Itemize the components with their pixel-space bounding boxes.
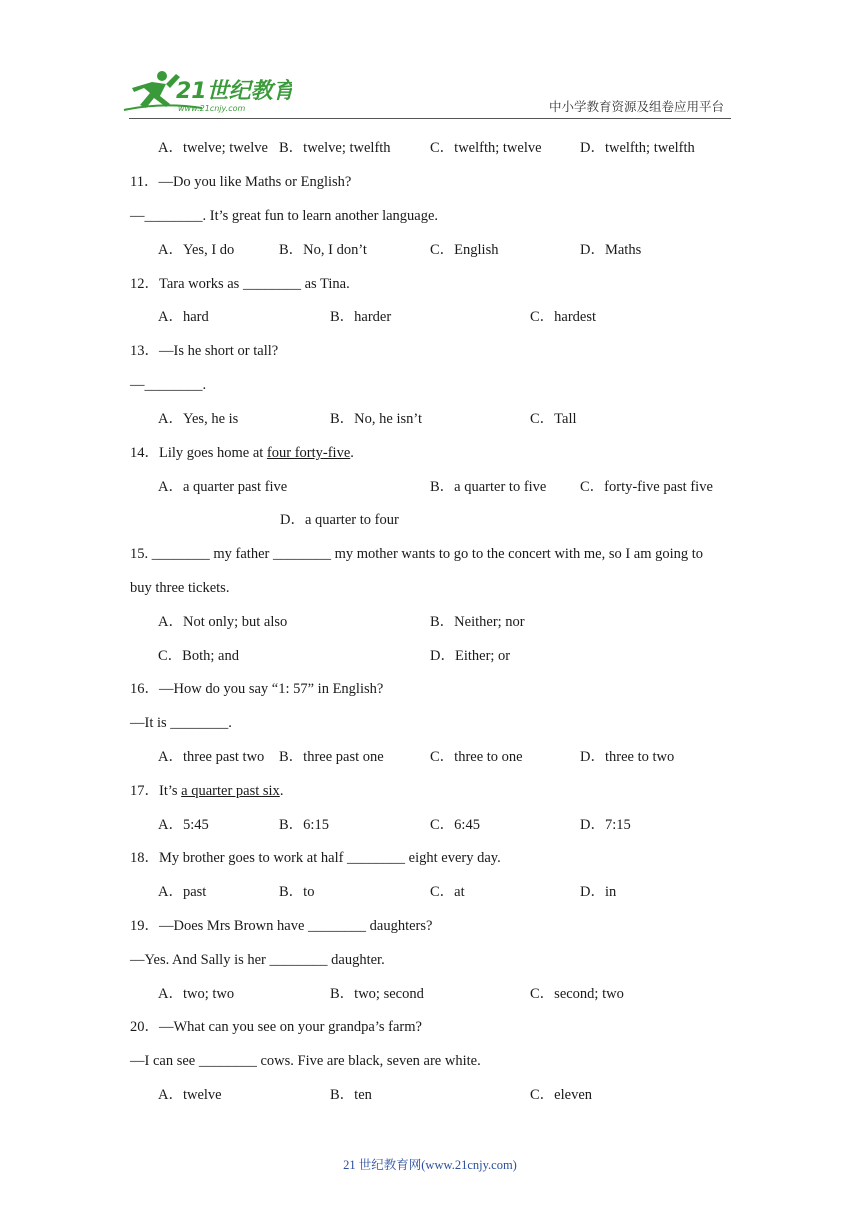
q17-stem-end: . (279, 783, 284, 799)
q17-stem-text: 17．It’s (130, 783, 182, 799)
q11-option-d: D．Maths (580, 242, 642, 258)
q18-option-d: D．in (580, 884, 617, 900)
q18-stem: 18．My brother goes to work at half ________ eight every day. (130, 850, 501, 866)
header-tagline: 中小学教育资源及组卷应用平台 (549, 99, 725, 114)
q12-option-a: A．hard (158, 309, 209, 325)
footer-link[interactable]: 21 世纪教育网(www.21cnjy.com) (343, 1158, 517, 1172)
q20-option-b: B．ten (330, 1087, 372, 1103)
q10-option-b: B．twelve; twelfth (279, 140, 391, 156)
logo-text: 21世纪教育 (176, 79, 292, 104)
q18-option-c: C．at (430, 884, 465, 900)
q15-stem: 15. ________ my father ________ my mother wants to go to the concert with me, so I am going to (130, 546, 704, 562)
q17-option-b: B．6:15 (279, 817, 329, 833)
q13-option-b: B．No, he isn’t (330, 411, 422, 427)
q19-option-b: B．two; second (330, 986, 424, 1002)
q15-option-a: A．Not only; but also (158, 614, 288, 630)
q14-underlined-phrase: four forty-five (266, 445, 351, 461)
runner-logo-icon (122, 66, 292, 116)
q17-option-d: D．7:15 (580, 817, 631, 833)
q17-stem (130, 784, 283, 799)
q13-option-a: A．Yes, he is (158, 411, 239, 427)
q18-option-b: B．to (279, 884, 315, 900)
q14-option-c: C．forty-five past five (580, 479, 713, 495)
q19-option-a: A．two; two (158, 986, 235, 1002)
q14-option-a: A．a quarter past five (158, 479, 288, 495)
q16-option-c: C．three to one (430, 749, 523, 765)
q11-option-b: B．No, I don’t (279, 242, 367, 258)
q14-option-b: B．a quarter to five (430, 479, 547, 495)
q15-option-d: D．Either; or (430, 648, 511, 664)
logo-url-text: www.21cnjy.com (178, 104, 246, 113)
q12-option-c: C．hardest (530, 309, 597, 325)
q13-option-c: C．Tall (530, 411, 577, 427)
q16-stem-2: —It is ________. (130, 715, 232, 731)
q14-stem-end: . (350, 445, 354, 461)
q12-option-b: B．harder (330, 309, 392, 325)
q13-stem: 13．—Is he short or tall? (130, 343, 279, 359)
q10-option-d: D．twelfth; twelfth (580, 140, 695, 156)
q20-option-c: C．eleven (530, 1087, 593, 1103)
q10-option-a: A．twelve; twelve (158, 140, 268, 156)
q17-option-c: C．6:45 (430, 817, 480, 833)
q19-stem: 19．—Does Mrs Brown have ________ daughters? (130, 918, 433, 934)
q20-stem: 20．—What can you see on your grandpa’s farm? (130, 1019, 422, 1035)
site-logo (122, 66, 292, 116)
q17-option-a: A．5:45 (158, 817, 209, 833)
q20-stem-2: —I can see ________ cows. Five are black, seven are white. (130, 1053, 481, 1069)
q17-underlined-phrase: a quarter past six (181, 783, 280, 799)
q15-option-b: B．Neither; nor (430, 614, 525, 630)
q11-stem-2: —________. It’s great fun to learn another language. (130, 208, 439, 224)
q14-stem (130, 446, 354, 461)
q11-option-a: A．Yes, I do (158, 242, 235, 258)
q16-option-b: B．three past one (279, 749, 384, 765)
q11-option-c: C．English (430, 242, 499, 258)
q11-stem: 11．—Do you like Maths or English? (130, 174, 352, 190)
q16-stem: 16．—How do you say “1: 57” in English? (130, 681, 384, 697)
q14-option-d: D．a quarter to four (280, 512, 399, 528)
q15-option-c: C．Both; and (158, 648, 239, 664)
q15-stem-2: buy three tickets. (130, 580, 230, 596)
q10-option-c: C．twelfth; twelve (430, 140, 542, 156)
header-divider (129, 118, 731, 119)
q18-option-a: A．past (158, 884, 207, 900)
q14-stem-text: 14．Lily goes home at (130, 445, 267, 461)
q20-option-a: A．twelve (158, 1087, 222, 1103)
q16-option-a: A．three past two (158, 749, 265, 765)
q13-stem-2: —________. (130, 377, 207, 393)
q16-option-d: D．three to two (580, 749, 675, 765)
q19-stem-2: —Yes. And Sally is her ________ daughter. (130, 952, 385, 968)
q19-option-c: C．second; two (530, 986, 624, 1002)
q12-stem: 12．Tara works as ________ as Tina. (130, 276, 350, 292)
